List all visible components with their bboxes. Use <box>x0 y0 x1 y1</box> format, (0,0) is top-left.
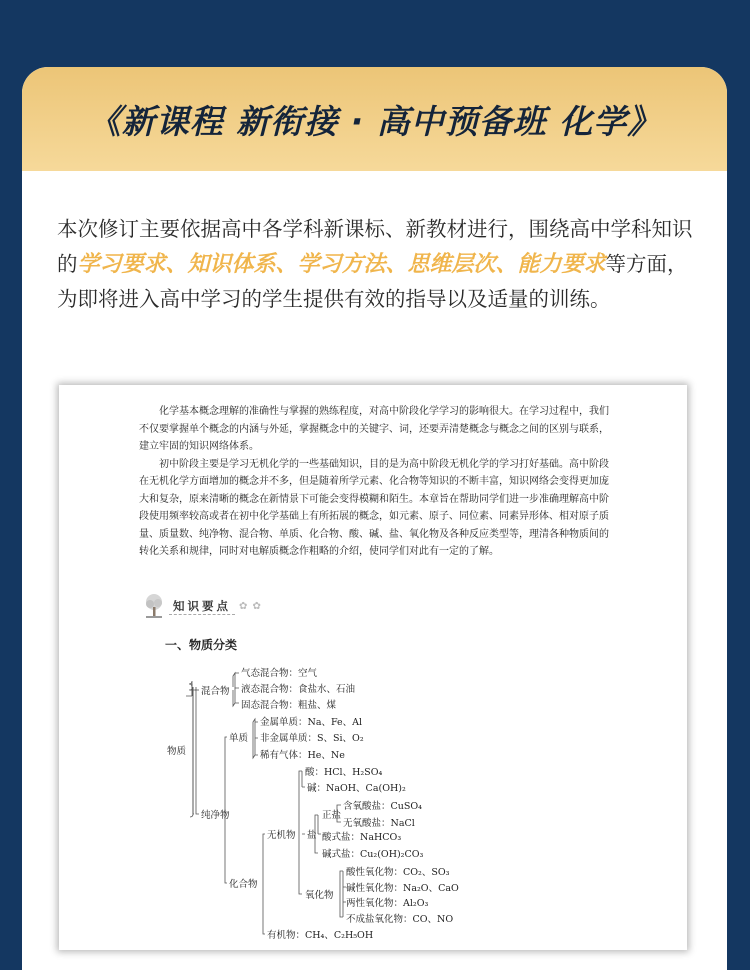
knowledge-points-label: 知识要点 <box>169 598 235 615</box>
tree-inorganic: 无机物 <box>267 830 296 841</box>
tree-noble-gas: 稀有气体：He、Ne <box>260 750 345 761</box>
intro-highlight: 学习要求、知识体系、学习方法、思维层次、能力要求 <box>77 252 606 277</box>
sparkle-icon: ✿ ✿ <box>239 600 262 612</box>
tree-basic-salt: 碱式盐：Cu₂(OH)₂CO₃ <box>322 849 424 860</box>
title-banner <box>22 67 727 171</box>
tree-oxide: 氧化物 <box>305 890 334 901</box>
book-title: 《新课程 新衔接 · 高中预备班 化学》 <box>87 101 662 141</box>
tree-nonmetal-element: 非金属单质：S、Si、O₂ <box>260 733 364 744</box>
content-card <box>22 67 727 970</box>
section-title: 一、物质分类 <box>165 638 238 652</box>
tree-compound: 化合物 <box>229 879 258 890</box>
tree-acidic-oxide: 酸性氧化物：CO₂、SO₃ <box>346 867 450 878</box>
tree-base: 碱：NaOH、Ca(OH)₂ <box>307 783 406 794</box>
tree-solid-mixture: 固态混合物：粗盐、煤 <box>241 700 337 711</box>
tree-anoxysalt: 无氧酸盐：NaCl <box>343 818 415 829</box>
page-paragraph: 化学基本概念理解的准确性与掌握的熟练程度，对高中阶段化学学习的影响很大。在学习过程中，我们不仅要掌握单个概念的内涵与外延，掌握概念中的关键字、词，还要弄清楚概念与概念之间的区别与联系，建立牢固的知识网络体系。 <box>139 406 609 452</box>
intro-text-after: 等方面，为即将进入高中学习的学生提供有效的指导以及适量的训练。 <box>57 252 688 311</box>
tree-acid: 酸：HCl、H₂SO₄ <box>305 767 383 778</box>
tree-basic-oxide: 碱性氧化物：Na₂O、CaO <box>346 883 459 894</box>
classification-tree <box>59 385 687 950</box>
tree-amphoteric-oxide: 两性氧化物：Al₂O₃ <box>346 898 429 909</box>
tree-liquid-mixture: 液态混合物：食盐水、石油 <box>241 684 356 695</box>
tree-gas-mixture: 气态混合物：空气 <box>241 668 318 679</box>
page-paragraph: 初中阶段主要是学习无机化学的一些基础知识，目的是为高中阶段无机化学的学习打好基础。高中阶段在无机化学方面增加的概念并不多，但是随着所学元素、化合物等知识的不断丰富，知识网络会变得更加庞大和复杂，原来清晰的概念在新情景下可能会变得模糊和陌生。本章旨在帮助同学们进一步准确理解高中阶段使用频率较高或者在初中化学基础上有所拓展的概念，如元素、原子、同位素、同素异形体、相对原子质量、质量数、纯净物、混合物、单质、化合物、酸、碱、盐、氧化物及各种反应类型等，理清各种物质间的转化关系和规律，同时对电解质概念作粗略的介绍，使同学们对此有一定的了解。 <box>139 458 609 557</box>
tree-pure: 纯净物 <box>201 810 230 821</box>
tree-organic: 有机物：CH₄、C₂H₅OH <box>267 930 374 941</box>
tree-salt: 盐 <box>307 830 317 841</box>
tree-element: 单质 <box>229 733 249 744</box>
tree-mixture: 混合物 <box>201 686 230 697</box>
tree-normal-salt: 正盐 <box>322 810 342 821</box>
tree-acid-salt: 酸式盐：NaHCO₃ <box>322 832 402 843</box>
tree-metal-element: 金属单质：Na、Fe、Al <box>260 717 363 728</box>
tree-oxysalt: 含氧酸盐：CuSO₄ <box>343 801 422 812</box>
intro-paragraph <box>57 212 697 317</box>
sample-page <box>59 385 687 950</box>
tree-neutral-oxide: 不成盐氧化物：CO、NO <box>346 914 454 925</box>
intro-text-before: 本次修订主要依据高中各学科新课标、新教材进行，围绕高中学科知识的 <box>57 217 693 276</box>
tree-root: 物质 <box>167 746 187 757</box>
